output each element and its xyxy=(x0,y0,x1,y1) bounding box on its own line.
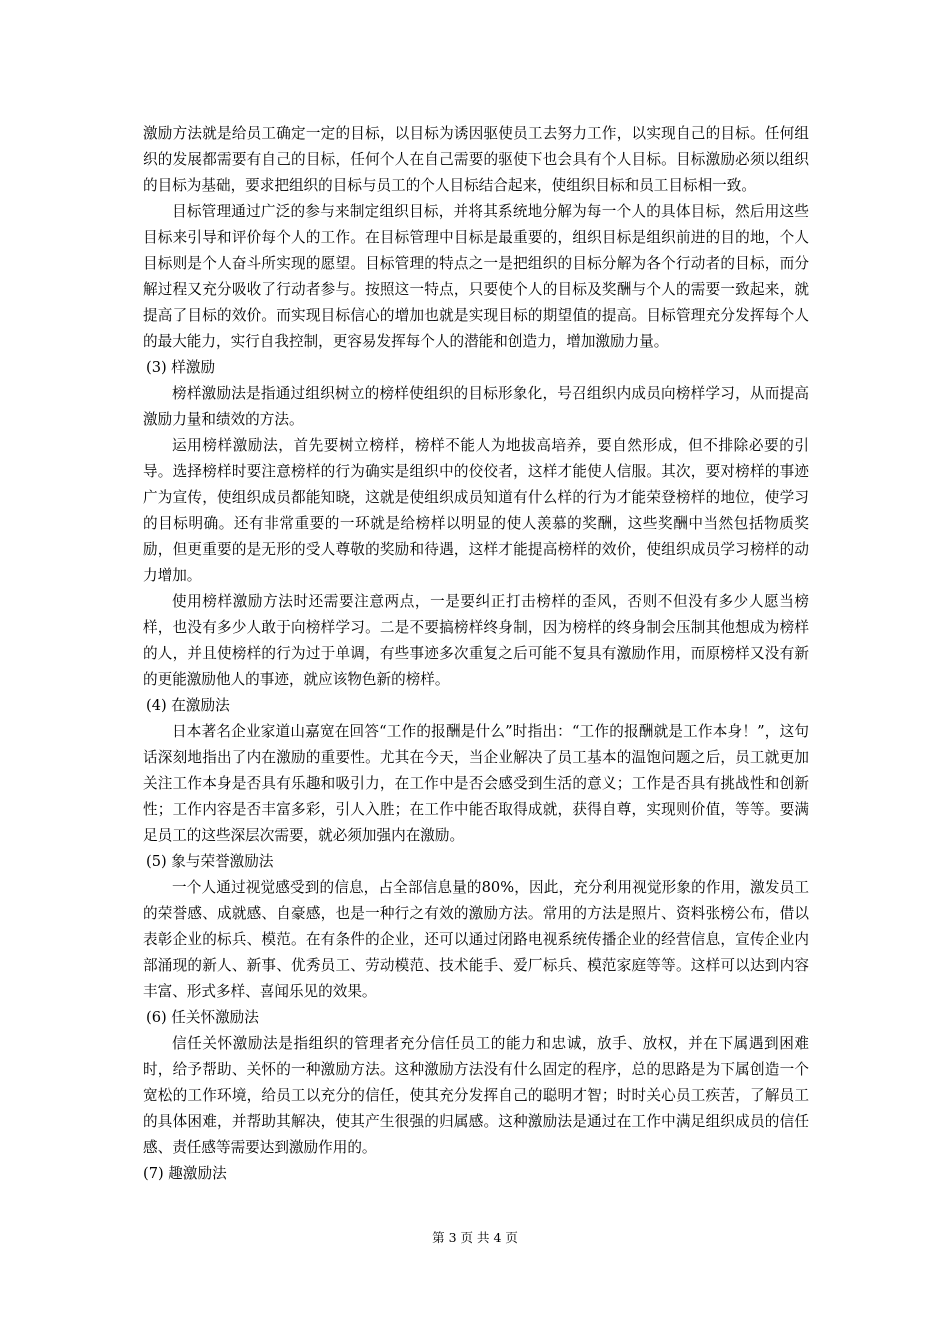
section-heading: (3) 样激励 xyxy=(146,359,216,376)
section-heading: (4) 在激励法 xyxy=(146,697,230,714)
page-number-footer: 第 3 页 共 4 页 xyxy=(432,1230,518,1245)
paragraph: 一个人通过视觉感受到的信息，占全部信息量的80%，因此，充分利用视觉形象的作用，激发员工的荣誉感、成就感、自豪感，也是一种行之有效的激励方法。常用的方法是照片、资料张榜公布，借以表彰企业的标兵、模范。在有条件的企业，还可以通过闭路电视系统传播企业的经营信息，宣传企业内部涌现的新人、新事、优秀员工、劳动模范、技术能手、爱厂标兵、模范家庭等等。这样可以达到内容丰富、形式多样、喜闻乐见的效果。 xyxy=(143,879,809,1000)
paragraph: 激励方法就是给员工确定一定的目标，以目标为诱因驱使员工去努力工作，以实现自己的目标。任何组织的发展都需要有自己的目标，任何个人在自己需要的驱使下也会具有个人目标。目标激励必须以组织的目标为基础，要求把组织的目标与员工的个人目标结合起来，使组织目标和员工目标相一致。 xyxy=(143,125,809,194)
paragraph: 目标管理通过广泛的参与来制定组织目标，并将其系统地分解为每一个人的具体目标，然后用这些目标来引导和评价每个人的工作。在目标管理中目标是最重要的，组织目标是组织前进的目的地，个人目标则是个人奋斗所实现的愿望。目标管理的特点之一是把组织的目标分解为各个行动者的目标，而分解过程又充分吸收了行动者参与。按照这一特点，只要使个人的目标及奖酬与个人的需要一致起来，就提高了目标的效价。而实现目标信心的增加也就是实现目标的期望值的提高。目标管理充分发挥每个人的最大能力，实行自我控制，更容易发挥每个人的潜能和创造力，增加激励力量。 xyxy=(143,203,809,350)
section-heading: (5) 象与荣誉激励法 xyxy=(146,853,274,870)
page-body xyxy=(143,121,809,1187)
paragraph: 运用榜样激励法，首先要树立榜样，榜样不能人为地拔高培养，要自然形成，但不排除必要的引导。选择榜样时要注意榜样的行为确实是组织中的佼佼者，这样才能使人信服。其次，要对榜样的事迹广为宣传，使组织成员都能知晓，这就是使组织成员知道有什么样的行为才能荣登榜样的地位，使学习的目标明确。还有非常重要的一环就是给榜样以明显的使人羡慕的奖酬，这些奖酬中当然包括物质奖励，但更重要的是无形的受人尊敬的奖励和待遇，这样才能提高榜样的效价，使组织成员学习榜样的动力增加。 xyxy=(143,437,809,584)
section-heading: (6) 任关怀激励法 xyxy=(146,1009,259,1026)
paragraph: 信任关怀激励法是指组织的管理者充分信任员工的能力和忠诚，放手、放权，并在下属遇到困难时，给予帮助、关怀的一种激励方法。这种激励方法没有什么固定的程序，总的思路是为下属创造一个宽松的工作环境，给员工以充分的信任，使其充分发挥自己的聪明才智；时时关心员工疾苦，了解员工的具体困难，并帮助其解决，使其产生很强的归属感。这种激励法是通过在工作中满足组织成员的信任感、责任感等需要达到激励作用的。 xyxy=(143,1035,809,1156)
section-heading: (7) 趣激励法 xyxy=(143,1165,227,1182)
paragraph: 使用榜样激励方法时还需要注意两点，一是要纠正打击榜样的歪风，否则不但没有多少人愿当榜样，也没有多少人敢于向榜样学习。二是不要搞榜样终身制，因为榜样的终身制会压制其他想成为榜样的人，并且使榜样的行为过于单调，有些事迹多次重复之后可能不复具有激励作用，而原榜样又没有新的更能激励他人的事迹，就应该物色新的榜样。 xyxy=(143,593,809,688)
paragraph: 日本著名企业家道山嘉宽在回答“工作的报酬是什么”时指出：“工作的报酬就是工作本身！”，这句话深刻地指出了内在激励的重要性。尤其在今天，当企业解决了员工基本的温饱问题之后，员工就更加关注工作本身是否具有乐趣和吸引力，在工作中是否会感受到生活的意义；工作是否具有挑战性和创新性；工作内容是否丰富多彩，引人入胜；在工作中能否取得成就，获得自尊，实现则价值，等等。要满足员工的这些深层次需要，就必须加强内在激励。 xyxy=(143,723,809,844)
paragraph: 榜样激励法是指通过组织树立的榜样使组织的目标形象化，号召组织内成员向榜样学习，从而提高激励力量和绩效的方法。 xyxy=(143,385,809,428)
